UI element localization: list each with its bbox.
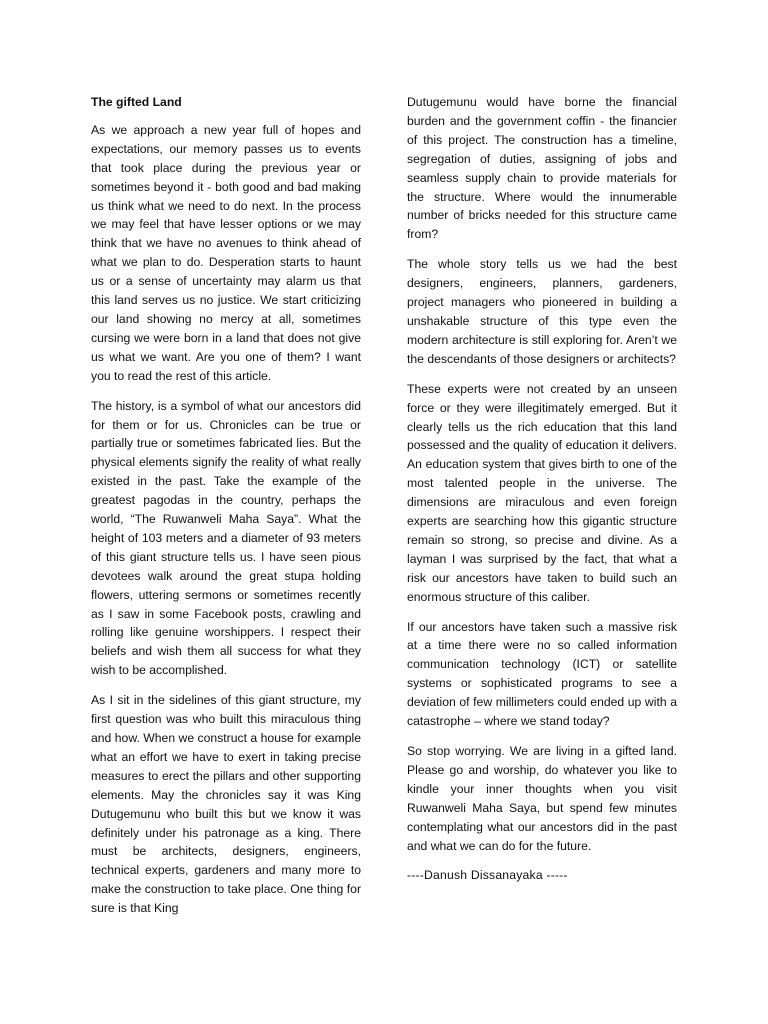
right-column — [407, 93, 677, 885]
author-signature: ----Danush Dissanayaka ----- — [407, 868, 568, 883]
paragraph: As I sit in the sidelines of this giant structure, my first question was who built this miraculous thing and how. When we construct a house for example what an effort we have to exert in taking precise measures to erect the pillars and other supporting elements. May the chronicles say it was King Dutugemunu who built this but we know it was definitely under his patronage as a king. There must be architects, designers, engineers, technical experts, gardeners and many more to make the construction to take place. One thing for sure is that King — [91, 693, 361, 916]
paragraph: Dutugemunu would have borne the financial burden and the government coffin - the financier of this project. The construction has a timeline, segregation of duties, assigning of jobs and seamless supply chain to provide materials for the structure. Where would the innumerable number of bricks needed for this structure came from? — [407, 95, 677, 242]
paragraph: As we approach a new year full of hopes and expectations, our memory passes us to events that took place during the previous year or sometimes beyond it - both good and bad making us think what we need to do next. In the process we may feel that have lesser options or we may think that we have no avenues to think ahead of what we plan to do. Desperation starts to haunt us or a sense of uncertainty may alarm us that this land serves us no justice. We start criticizing our land showing no mercy at all, sometimes cursing we were born in a land that does not give us what we want. Are you one of them? I want you to read the rest of this article. — [91, 122, 361, 383]
paragraph: So stop worrying. We are living in a gifted land. Please go and worship, do whatever you like to kindle your inner thoughts when you visit Ruwanweli Maha Saya, but spend few minutes contemplating what our ancestors did in the past and what we can do for the future. — [407, 744, 677, 853]
left-column — [91, 93, 361, 929]
paragraph: The whole story tells us we had the best designers, engineers, planners, gardeners, project managers who pioneered in building a unshakable structure of this type even the modern architecture is still exploring for. Aren’t we the descendants of those designers or architects? — [407, 257, 677, 366]
article-title: The gifted Land — [91, 95, 182, 109]
paragraph: These experts were not created by an unseen force or they were illegitimately emerged. But it clearly tells us the rich education that this land possessed and the quality of education it delivers. An education system that gives birth to one of the most talented people in the universe. The dimensions are miraculous and even foreign experts are searching how this gigantic structure remain so strong, so precise and divine. As a layman I was surprised by the fact, that what a risk our ancestors have taken to build such an enormous structure of this caliber. — [407, 381, 677, 604]
paragraph: If our ancestors have taken such a massive risk at a time there were no so called information communication technology (ICT) or satellite systems or sophisticated programs to see a deviation of few millimeters could ended up with a catastrophe – where we stand today? — [407, 619, 677, 729]
paragraph: The history, is a symbol of what our ancestors did for them or for us. Chronicles can be true or partially true or sometimes fabricated lies. But the physical elements signify the reality of what really existed in the past. Take the example of the greatest pagodas in the country, perhaps the world, “The Ruwanweli Maha Saya”. What the height of 103 meters and a diameter of 93 meters of this giant structure tells us. I have seen pious devotees walk around the great stupa holding flowers, uttering sermons or sometimes recently as I saw in some Facebook posts, crawling and rolling like genuine worshippers. I respect their beliefs and wish them all success for what they wish to be accomplished. — [91, 398, 361, 678]
